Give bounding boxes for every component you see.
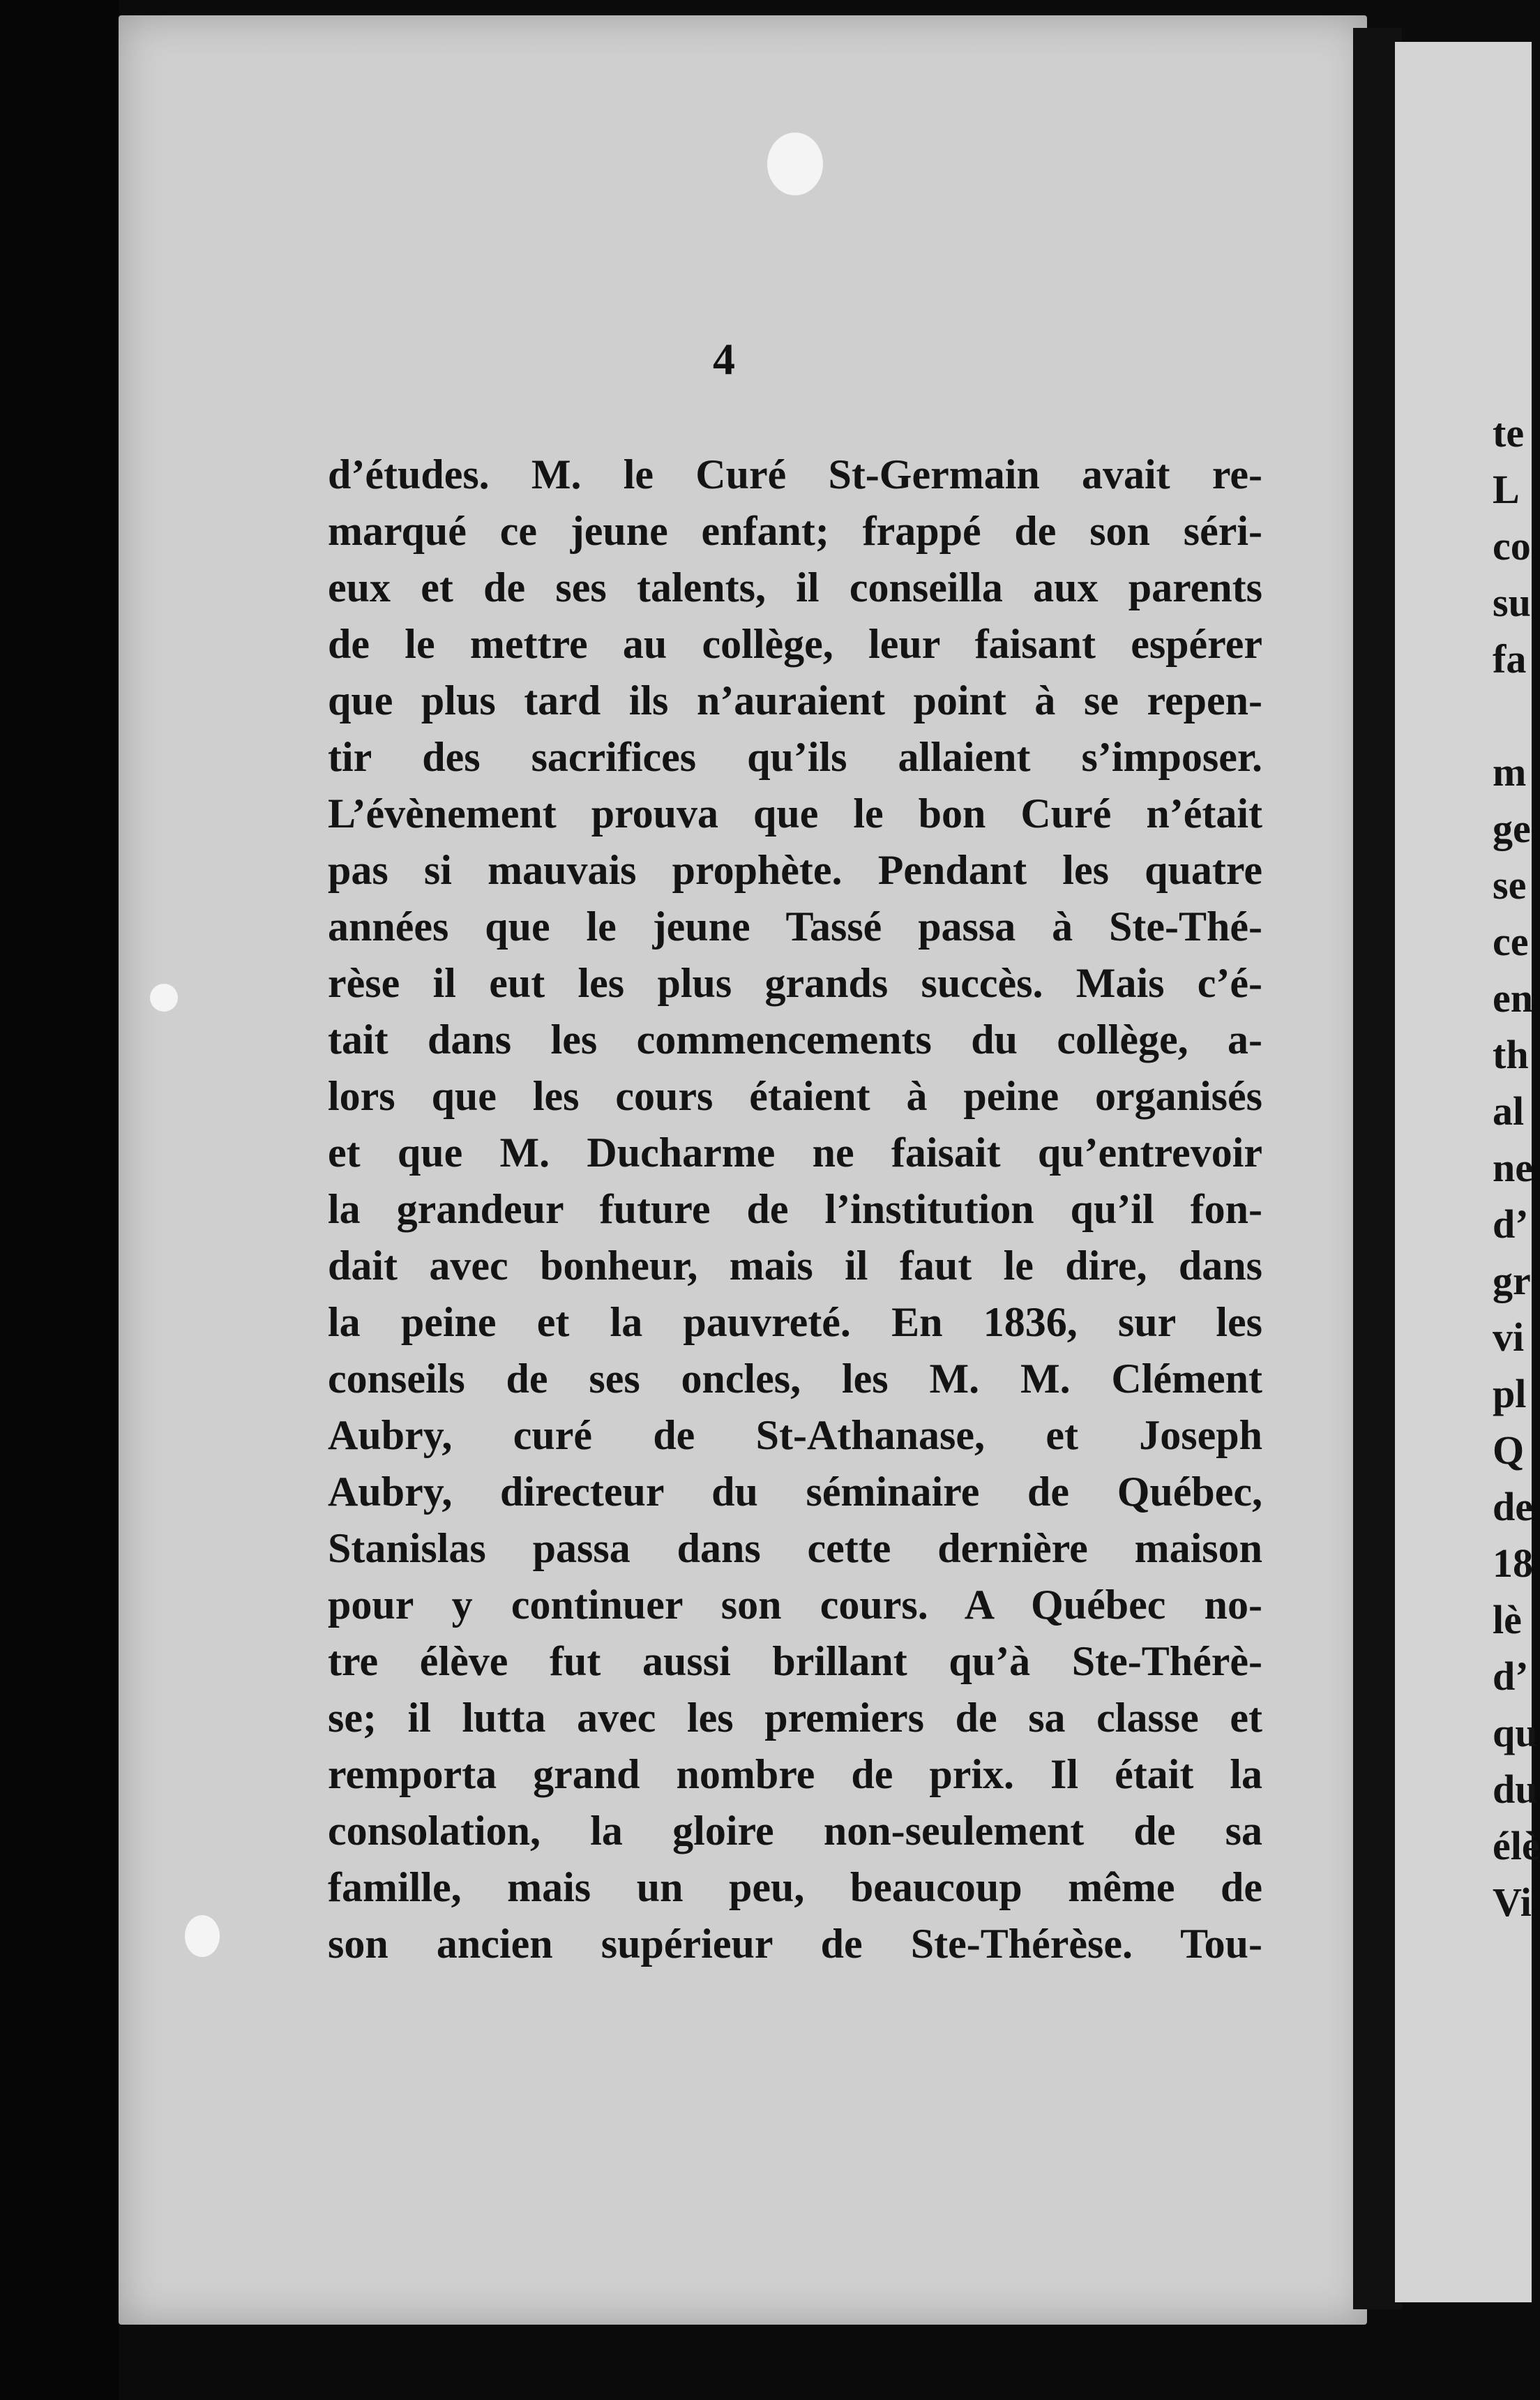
text-line: se; il lutta avec les premiers de sa classe et xyxy=(328,1695,1262,1741)
adjacent-text-fragment: pl xyxy=(1493,1371,1527,1416)
text-line: de le mettre au collège, leur faisant espérer xyxy=(328,621,1262,667)
adjacent-text-fragment: d’ xyxy=(1493,1201,1529,1247)
adjacent-text-fragment: vi xyxy=(1493,1314,1525,1360)
adjacent-text-fragment: Q xyxy=(1493,1427,1525,1473)
adjacent-text-fragment: co xyxy=(1493,523,1531,569)
adjacent-text-fragment: d’ xyxy=(1493,1653,1529,1699)
text-line: d’études. M. le Curé St-Germain avait re- xyxy=(328,451,1262,497)
adjacent-text-fragment: gr xyxy=(1493,1258,1531,1303)
adjacent-text-fragment: élè xyxy=(1493,1823,1540,1868)
adjacent-text-fragment: L xyxy=(1493,467,1520,512)
adjacent-text-fragment xyxy=(1493,687,1532,744)
text-line: dait avec bonheur, mais il faut le dire, dans xyxy=(328,1243,1262,1289)
text-line: tait dans les commencements du collège, a- xyxy=(328,1017,1262,1063)
adjacent-text-fragment: qu xyxy=(1493,1710,1538,1755)
text-line: Aubry, directeur du séminaire de Québec, xyxy=(328,1469,1262,1515)
adjacent-text-fragment: ne xyxy=(1493,1145,1533,1190)
adjacent-text-fragment: lè xyxy=(1493,1597,1522,1642)
adjacent-text-fragment: ge xyxy=(1493,806,1531,851)
adjacent-text-fragment: en xyxy=(1493,975,1533,1021)
text-line: conseils de ses oncles, les M. M. Clément xyxy=(328,1356,1262,1402)
text-line: marqué ce jeune enfant; frappé de son séri- xyxy=(328,508,1262,554)
body-text xyxy=(328,447,1262,1972)
adjacent-text-fragment: de xyxy=(1493,1484,1533,1529)
adjacent-text-fragment: m xyxy=(1493,749,1527,795)
text-line: son ancien supérieur de Ste-Thérèse. Tou- xyxy=(328,1921,1262,1967)
text-line: pour y continuer son cours. A Québec no- xyxy=(328,1582,1262,1628)
text-line: et que M. Ducharme ne faisait qu’entrevoir xyxy=(328,1130,1262,1176)
text-line: L’évènement prouva que le bon Curé n’était xyxy=(328,790,1262,837)
adjacent-text-fragment: ce xyxy=(1493,919,1529,964)
text-line: tir des sacrifices qu’ils allaient s’imposer. xyxy=(328,734,1262,780)
adjacent-text-fragment: te xyxy=(1493,410,1525,456)
adjacent-text-fragment: se xyxy=(1493,862,1527,908)
adjacent-page-text xyxy=(1493,405,1540,1930)
text-line: eux et de ses talents, il conseilla aux parents xyxy=(328,564,1262,610)
paper-blemish xyxy=(767,133,823,195)
text-line: années que le jeune Tassé passa à Ste-Thé- xyxy=(328,903,1262,950)
paper-blemish xyxy=(150,984,178,1012)
paper-blemish xyxy=(185,1915,220,1957)
text-line: consolation, la gloire non-seulement de sa xyxy=(328,1808,1262,1854)
adjacent-text-fragment: fa xyxy=(1493,636,1527,682)
text-line: famille, mais un peu, beaucoup même de xyxy=(328,1864,1262,1910)
text-line: tre élève fut aussi brillant qu’à Ste-Thérè- xyxy=(328,1638,1262,1684)
adjacent-text-fragment: du xyxy=(1493,1767,1538,1812)
text-line: Stanislas passa dans cette dernière maison xyxy=(328,1525,1262,1571)
text-line: lors que les cours étaient à peine organisés xyxy=(328,1073,1262,1119)
adjacent-text-fragment: 18 xyxy=(1493,1540,1533,1586)
adjacent-text-fragment: al xyxy=(1493,1088,1525,1134)
text-line: pas si mauvais prophète. Pendant les quatre xyxy=(328,847,1262,893)
text-line: Aubry, curé de St-Athanase, et Joseph xyxy=(328,1412,1262,1458)
text-line: que plus tard ils n’auraient point à se repen- xyxy=(328,677,1262,723)
text-line: remporta grand nombre de prix. Il était la xyxy=(328,1751,1262,1797)
adjacent-text-fragment: su xyxy=(1493,580,1531,625)
adjacent-text-fragment: Vi xyxy=(1493,1880,1532,1925)
adjacent-text-fragment: th xyxy=(1493,1032,1529,1077)
text-line: la grandeur future de l’institution qu’il fon- xyxy=(328,1186,1262,1232)
page-number: 4 xyxy=(713,334,735,384)
text-line: la peine et la pauvreté. En 1836, sur les xyxy=(328,1299,1262,1345)
text-line: rèse il eut les plus grands succès. Mais c’é- xyxy=(328,960,1262,1006)
